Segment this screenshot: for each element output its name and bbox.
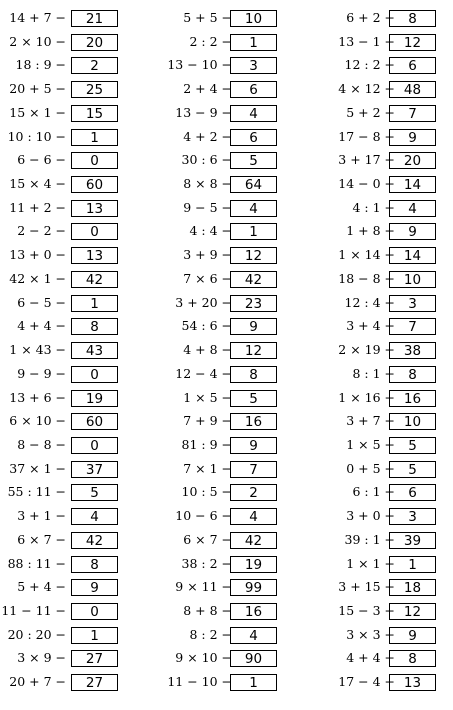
answer-box: 6 — [389, 57, 436, 74]
problem-expression: 4 × 12 − — [338, 81, 395, 97]
answer-box: 4 — [230, 508, 277, 525]
problem-row — [160, 221, 310, 245]
problem-expression: 2 × 10 − — [9, 33, 66, 49]
problem-expression: 6 : 1 − — [352, 484, 395, 500]
answer-box: 0 — [71, 152, 118, 169]
problem-expression: 14 + 7 − — [9, 10, 66, 25]
answer-box: 8 — [389, 366, 436, 383]
problem-row — [160, 388, 310, 412]
problem-expression: 2 : 2 − — [189, 33, 232, 49]
answer-box: 1 — [230, 674, 277, 691]
problem-column-3 — [318, 8, 453, 696]
answer-box: 23 — [230, 295, 277, 312]
answer-box: 1 — [230, 223, 277, 240]
problem-row — [318, 435, 453, 459]
problem-expression: 14 − 0 − — [338, 176, 395, 192]
problem-expression: 11 − 11 − — [1, 602, 66, 618]
problem-row — [0, 506, 150, 530]
answer-box: 0 — [71, 437, 118, 454]
answer-box: 6 — [389, 484, 436, 501]
problem-row — [0, 293, 150, 317]
problem-expression: 5 + 2 − — [346, 104, 395, 120]
answer-box: 60 — [71, 413, 118, 430]
problem-expression: 3 + 20 − — [175, 294, 232, 310]
problem-row — [0, 269, 150, 293]
problem-row — [318, 530, 453, 554]
problem-expression: 4 + 4 − — [346, 650, 395, 666]
problem-expression: 12 : 2 − — [344, 57, 395, 73]
problem-row — [0, 316, 150, 340]
answer-box: 0 — [71, 223, 118, 240]
answer-box: 15 — [71, 105, 118, 122]
problem-expression: 7 × 1 − — [183, 460, 232, 476]
problem-expression: 5 + 4 − — [17, 579, 66, 595]
answer-box: 19 — [230, 556, 277, 573]
problem-expression: 1 × 43 − — [9, 342, 66, 358]
problem-row — [318, 269, 453, 293]
problem-row — [0, 79, 150, 103]
problem-row — [160, 435, 310, 459]
problem-row — [0, 174, 150, 198]
problem-row — [318, 482, 453, 506]
problem-expression: 3 × 3 − — [346, 626, 395, 642]
problem-expression: 1 × 1 − — [346, 555, 395, 571]
problem-expression: 37 × 1 − — [9, 460, 66, 476]
answer-box: 4 — [389, 200, 436, 217]
problem-row — [318, 459, 453, 483]
problem-expression: 0 + 5 − — [346, 460, 395, 476]
problem-row — [160, 672, 310, 696]
answer-box: 13 — [389, 674, 436, 691]
problem-row — [160, 316, 310, 340]
problem-expression: 11 + 2 − — [9, 199, 66, 215]
problem-expression: 6 × 7 − — [17, 531, 66, 547]
problem-expression: 1 × 5 − — [183, 389, 232, 405]
answer-box: 48 — [389, 81, 436, 98]
answer-box: 42 — [230, 532, 277, 549]
answer-box: 0 — [71, 603, 118, 620]
problem-expression: 10 : 10 − — [7, 128, 66, 144]
problem-expression: 15 × 1 − — [9, 104, 66, 120]
answer-box: 12 — [230, 342, 277, 359]
answer-box: 25 — [71, 81, 118, 98]
answer-box: 20 — [389, 152, 436, 169]
problem-expression: 1 × 5 − — [346, 436, 395, 452]
problem-row — [0, 411, 150, 435]
answer-box: 4 — [71, 508, 118, 525]
answer-box: 14 — [389, 247, 436, 264]
problem-expression: 6 × 10 − — [9, 413, 66, 429]
answer-box: 5 — [230, 152, 277, 169]
answer-box: 20 — [71, 34, 118, 51]
problem-expression: 3 × 9 − — [17, 650, 66, 666]
answer-box: 13 — [71, 200, 118, 217]
answer-box: 5 — [71, 484, 118, 501]
problem-row — [160, 459, 310, 483]
problem-expression: 4 + 4 − — [17, 318, 66, 334]
answer-box: 9 — [389, 129, 436, 146]
problem-expression: 15 × 4 − — [9, 176, 66, 192]
problem-expression: 81 : 9 − — [181, 436, 232, 452]
problem-expression: 1 × 14 − — [338, 247, 395, 263]
problem-row — [0, 245, 150, 269]
problem-row — [0, 32, 150, 56]
answer-box: 2 — [230, 484, 277, 501]
problem-expression: 6 − 5 − — [17, 294, 66, 310]
problem-expression: 7 + 9 − — [183, 413, 232, 429]
problem-row — [318, 625, 453, 649]
answer-box: 16 — [230, 603, 277, 620]
answer-box: 8 — [389, 10, 436, 27]
problem-row — [160, 55, 310, 79]
problem-row — [318, 103, 453, 127]
problem-row — [318, 340, 453, 364]
answer-box: 12 — [389, 34, 436, 51]
problem-row — [0, 103, 150, 127]
answer-box: 7 — [389, 105, 436, 122]
problem-row — [318, 388, 453, 412]
problem-row — [160, 364, 310, 388]
answer-box: 13 — [71, 247, 118, 264]
problem-row — [160, 150, 310, 174]
answer-box: 37 — [71, 461, 118, 478]
answer-box: 43 — [71, 342, 118, 359]
problem-expression: 13 − 9 − — [175, 104, 232, 120]
problem-expression: 8 + 8 − — [183, 602, 232, 618]
problem-row — [318, 293, 453, 317]
problem-expression: 10 : 5 − — [181, 484, 232, 500]
answer-box: 12 — [389, 603, 436, 620]
answer-box: 9 — [71, 579, 118, 596]
answer-box: 8 — [71, 556, 118, 573]
problem-row — [318, 364, 453, 388]
problem-row — [160, 79, 310, 103]
problem-row — [160, 482, 310, 506]
problem-row — [0, 221, 150, 245]
problem-expression: 6 − 6 − — [17, 152, 66, 168]
problem-row — [0, 150, 150, 174]
problem-row — [160, 198, 310, 222]
answer-box: 0 — [71, 366, 118, 383]
problem-row — [318, 174, 453, 198]
answer-box: 7 — [230, 461, 277, 478]
problem-expression: 6 + 2 − — [346, 10, 395, 25]
problem-expression: 2 + 4 − — [183, 81, 232, 97]
answer-box: 8 — [71, 318, 118, 335]
answer-box: 9 — [230, 318, 277, 335]
answer-box: 38 — [389, 342, 436, 359]
answer-box: 10 — [389, 413, 436, 430]
problem-expression: 9 − 9 − — [17, 365, 66, 381]
answer-box: 12 — [230, 247, 277, 264]
answer-box: 4 — [230, 627, 277, 644]
problem-expression: 5 + 5 − — [183, 10, 232, 25]
problem-row — [0, 198, 150, 222]
problem-row — [160, 625, 310, 649]
problem-row — [0, 672, 150, 696]
problem-expression: 2 × 19 − — [338, 342, 395, 358]
answer-box: 3 — [389, 295, 436, 312]
problem-row — [0, 530, 150, 554]
answer-box: 99 — [230, 579, 277, 596]
answer-box: 64 — [230, 176, 277, 193]
answer-box: 21 — [71, 10, 118, 27]
problem-row — [160, 554, 310, 578]
problem-expression: 10 − 6 − — [175, 508, 232, 524]
answer-box: 6 — [230, 81, 277, 98]
problem-expression: 3 + 0 − — [346, 508, 395, 524]
answer-box: 2 — [71, 57, 118, 74]
problem-row — [318, 245, 453, 269]
problem-row — [160, 245, 310, 269]
problem-expression: 55 : 11 − — [7, 484, 66, 500]
problem-expression: 8 − 8 − — [17, 436, 66, 452]
answer-box: 16 — [230, 413, 277, 430]
problem-row — [318, 79, 453, 103]
problem-expression: 13 + 6 − — [9, 389, 66, 405]
answer-box: 6 — [230, 129, 277, 146]
problem-row — [160, 293, 310, 317]
problem-row — [318, 577, 453, 601]
problem-row — [160, 340, 310, 364]
answer-box: 5 — [389, 461, 436, 478]
problem-expression: 20 + 5 − — [9, 81, 66, 97]
problem-expression: 12 − 4 − — [175, 365, 232, 381]
problem-expression: 17 − 4 − — [338, 674, 395, 690]
problem-row — [0, 648, 150, 672]
problem-expression: 38 : 2 − — [181, 555, 232, 571]
problem-row — [318, 150, 453, 174]
problem-row — [0, 554, 150, 578]
answer-box: 4 — [230, 200, 277, 217]
problem-row — [318, 601, 453, 625]
problem-expression: 20 + 7 − — [9, 674, 66, 690]
answer-box: 16 — [389, 390, 436, 407]
problem-expression: 6 × 7 − — [183, 531, 232, 547]
problem-expression: 1 + 8 − — [346, 223, 395, 239]
problem-row — [160, 506, 310, 530]
answer-box: 90 — [230, 650, 277, 667]
problem-row — [0, 8, 150, 32]
answer-box: 60 — [71, 176, 118, 193]
problem-expression: 3 + 15 − — [338, 579, 395, 595]
problem-expression: 4 + 8 − — [183, 342, 232, 358]
answer-box: 18 — [389, 579, 436, 596]
problem-row — [160, 103, 310, 127]
problem-expression: 54 : 6 − — [181, 318, 232, 334]
answer-box: 5 — [230, 390, 277, 407]
problem-expression: 3 + 1 − — [17, 508, 66, 524]
problem-row — [160, 127, 310, 151]
problem-row — [318, 316, 453, 340]
problem-expression: 42 × 1 − — [9, 270, 66, 286]
answer-box: 7 — [389, 318, 436, 335]
answer-box: 4 — [230, 105, 277, 122]
problem-row — [160, 32, 310, 56]
problem-row — [0, 482, 150, 506]
answer-box: 3 — [230, 57, 277, 74]
problem-expression: 15 − 3 − — [338, 602, 395, 618]
problem-expression: 9 × 11 − — [175, 579, 232, 595]
problem-row — [318, 648, 453, 672]
problem-expression: 88 : 11 − — [7, 555, 66, 571]
problem-expression: 3 + 17 − — [338, 152, 395, 168]
problem-expression: 13 − 1 − — [338, 33, 395, 49]
answer-box: 8 — [230, 366, 277, 383]
problem-expression: 11 − 10 − — [167, 674, 232, 690]
answer-box: 1 — [71, 129, 118, 146]
problem-expression: 3 + 4 − — [346, 318, 395, 334]
problem-expression: 4 : 4 − — [189, 223, 232, 239]
problem-row — [0, 55, 150, 79]
problem-expression: 39 : 1 − — [344, 531, 395, 547]
problem-row — [160, 269, 310, 293]
answer-box: 42 — [230, 271, 277, 288]
problem-row — [160, 411, 310, 435]
problem-column-2 — [160, 8, 310, 696]
problem-expression: 1 × 16 − — [338, 389, 395, 405]
problem-expression: 12 : 4 − — [344, 294, 395, 310]
problem-row — [318, 554, 453, 578]
problem-row — [160, 577, 310, 601]
answer-box: 19 — [71, 390, 118, 407]
problem-expression: 9 × 10 − — [175, 650, 232, 666]
answer-box: 1 — [71, 295, 118, 312]
answer-box: 14 — [389, 176, 436, 193]
problem-column-1 — [0, 8, 150, 696]
answer-box: 10 — [389, 271, 436, 288]
problem-row — [0, 601, 150, 625]
problem-expression: 20 : 20 − — [7, 626, 66, 642]
problem-expression: 3 + 9 − — [183, 247, 232, 263]
problem-row — [318, 506, 453, 530]
problem-expression: 18 : 9 − — [15, 57, 66, 73]
answer-box: 27 — [71, 674, 118, 691]
problem-row — [318, 221, 453, 245]
problem-row — [318, 8, 453, 32]
answer-box: 5 — [389, 437, 436, 454]
problem-row — [0, 625, 150, 649]
problem-row — [0, 364, 150, 388]
problem-row — [160, 648, 310, 672]
answer-box: 8 — [389, 650, 436, 667]
problem-row — [318, 198, 453, 222]
problem-expression: 17 − 8 − — [338, 128, 395, 144]
problem-expression: 2 − 2 − — [17, 223, 66, 239]
problem-expression: 18 − 8 − — [338, 270, 395, 286]
problem-row — [0, 127, 150, 151]
problem-row — [318, 672, 453, 696]
problem-expression: 9 − 5 − — [183, 199, 232, 215]
answer-box: 1 — [71, 627, 118, 644]
problem-expression: 3 + 7 − — [346, 413, 395, 429]
answer-box: 42 — [71, 532, 118, 549]
answer-box: 42 — [71, 271, 118, 288]
problem-expression: 30 : 6 − — [181, 152, 232, 168]
answer-box: 10 — [230, 10, 277, 27]
problem-row — [0, 577, 150, 601]
problem-expression: 8 : 1 − — [352, 365, 395, 381]
problem-row — [0, 459, 150, 483]
problem-row — [318, 55, 453, 79]
problem-row — [160, 601, 310, 625]
answer-box: 3 — [389, 508, 436, 525]
problem-row — [0, 435, 150, 459]
problem-row — [0, 340, 150, 364]
worksheet — [0, 8, 453, 702]
problem-row — [318, 32, 453, 56]
problem-expression: 13 + 0 − — [9, 247, 66, 263]
problem-row — [318, 127, 453, 151]
answer-box: 9 — [389, 627, 436, 644]
problem-expression: 4 : 1 − — [352, 199, 395, 215]
answer-box: 27 — [71, 650, 118, 667]
problem-row — [160, 8, 310, 32]
problem-row — [0, 388, 150, 412]
problem-expression: 8 × 8 − — [183, 176, 232, 192]
problem-row — [318, 411, 453, 435]
answer-box: 1 — [230, 34, 277, 51]
answer-box: 9 — [389, 223, 436, 240]
problem-expression: 4 + 2 − — [183, 128, 232, 144]
problem-expression: 8 : 2 − — [189, 626, 232, 642]
answer-box: 9 — [230, 437, 277, 454]
problem-expression: 13 − 10 − — [167, 57, 232, 73]
problem-row — [160, 174, 310, 198]
answer-box: 1 — [389, 556, 436, 573]
answer-box: 39 — [389, 532, 436, 549]
problem-row — [160, 530, 310, 554]
problem-expression: 7 × 6 − — [183, 270, 232, 286]
